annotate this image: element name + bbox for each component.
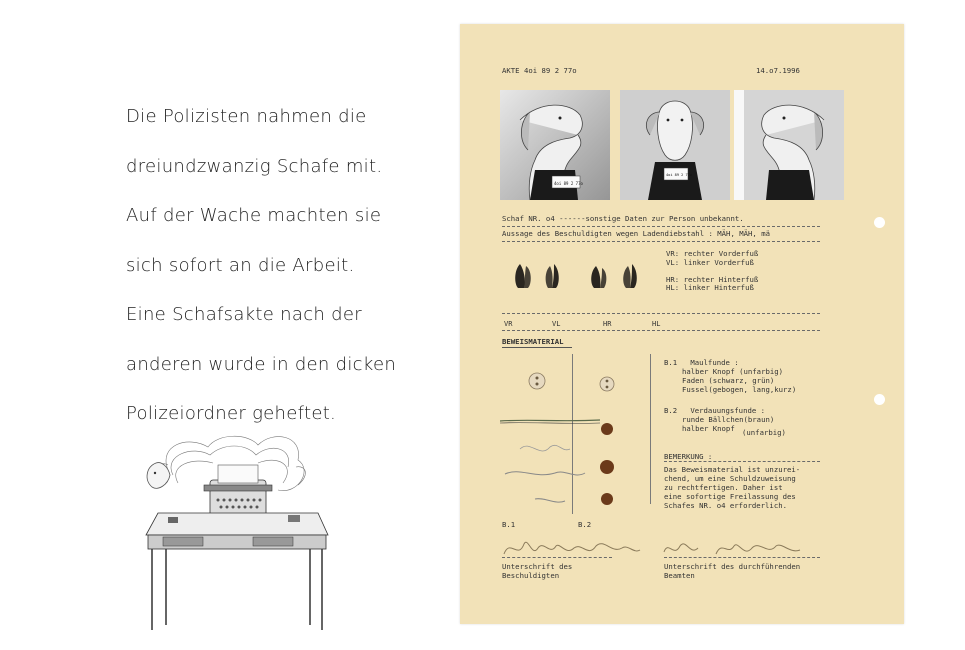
mugshot-front [620, 90, 730, 200]
file-date: 14.o7.1996 [756, 66, 800, 75]
punch-hole [874, 394, 885, 405]
signature-line [502, 557, 612, 558]
b1-item: Faden (schwarz, grün) [682, 376, 775, 385]
signature-line [664, 557, 820, 558]
story-text [126, 92, 426, 439]
b1-item: Fussel(gebogen, lang,kurz) [682, 385, 797, 394]
legend-hl: HL: linker Hinterfuß [666, 283, 754, 292]
b2-item: halber Knopf [682, 424, 735, 433]
story-line: sich sofort an die Arbeit. [126, 254, 355, 276]
b1-item: halber Knopf (unfarbig) [682, 367, 784, 376]
subject-line: Schaf NR. o4 ------sonstige Daten zur Person unbekannt. [502, 214, 744, 223]
typewriter-desk-illustration [138, 425, 338, 635]
file-number: AKTE 4oi 89 2 77o [502, 66, 577, 75]
hoof-label-vr: VR [504, 320, 513, 328]
legend-vr: VR: rechter Vorderfuß [666, 249, 759, 258]
hoof-label-hr: HR [603, 320, 612, 328]
remark-underline [664, 461, 820, 462]
punch-hole [874, 217, 885, 228]
evidence-column-divider [650, 354, 651, 504]
label-b2: B.2 [578, 520, 592, 529]
evidence-items [500, 369, 640, 519]
remark-heading: BEMERKUNG : [664, 452, 713, 461]
evidence-underline [502, 347, 572, 348]
b2-item: (unfarbig) [742, 428, 786, 437]
b2-title: B.2 Verdauungsfunde : [664, 406, 766, 415]
statement-line: Aussage des Beschuldigten wegen Ladendiebstahl : MÄH, MÄH, mä [502, 229, 770, 238]
hoof-label-vl: VL [552, 320, 561, 328]
sig-right-label: Beamten [664, 571, 695, 580]
sig-left-label: Beschuldigten [502, 571, 560, 580]
hoof-legend [666, 250, 758, 293]
remark-line: Das Beweismaterial ist unzurei- [664, 465, 801, 474]
legend-hr: HR: rechter Hinterfuß [666, 274, 759, 284]
remark-line: chend, um eine Schuldzuweisung [664, 474, 796, 483]
story-line: Eine Schafsakte nach der [126, 304, 362, 325]
b1-title: B.1 Maulfunde : [664, 358, 739, 367]
police-file-document [460, 24, 904, 624]
story-line: Polizeiordner geheftet. [126, 403, 337, 424]
placard-text: 4oi 89 2 77o [666, 173, 692, 177]
divider [502, 330, 820, 331]
story-line: anderen wurde in den dicken [126, 353, 397, 375]
remark-line: Schafes NR. o4 erforderlich. [664, 501, 788, 510]
label-b1: B.1 [502, 520, 516, 529]
hoof-prints [510, 260, 650, 292]
story-line: dreiundzwanzig Schafe mit. [126, 155, 383, 177]
remark-line: zu rechtfertigen. Daher ist [664, 483, 783, 492]
b2-item: runde Bällchen(braun) [682, 415, 775, 424]
divider [502, 226, 820, 227]
mugshot-left-profile [500, 90, 610, 200]
story-line: Auf der Wache machten sie [126, 205, 382, 226]
divider [502, 313, 820, 314]
hoof-label-hl: HL [652, 320, 661, 328]
remark-line: eine sofortige Freilassung des [664, 492, 796, 501]
sig-right-label: Unterschrift des durchführenden [664, 562, 801, 571]
legend-vl: VL: linker Vorderfuß [666, 257, 754, 267]
mugshot-right-profile [734, 90, 844, 200]
sig-left-label: Unterschrift des [502, 562, 573, 571]
placard-text: 4oi 89 2 77o [554, 181, 583, 186]
story-line: Die Polizisten nahmen die [126, 106, 367, 127]
divider [502, 241, 820, 242]
evidence-heading: BEWEISMATERIAL [502, 337, 564, 346]
